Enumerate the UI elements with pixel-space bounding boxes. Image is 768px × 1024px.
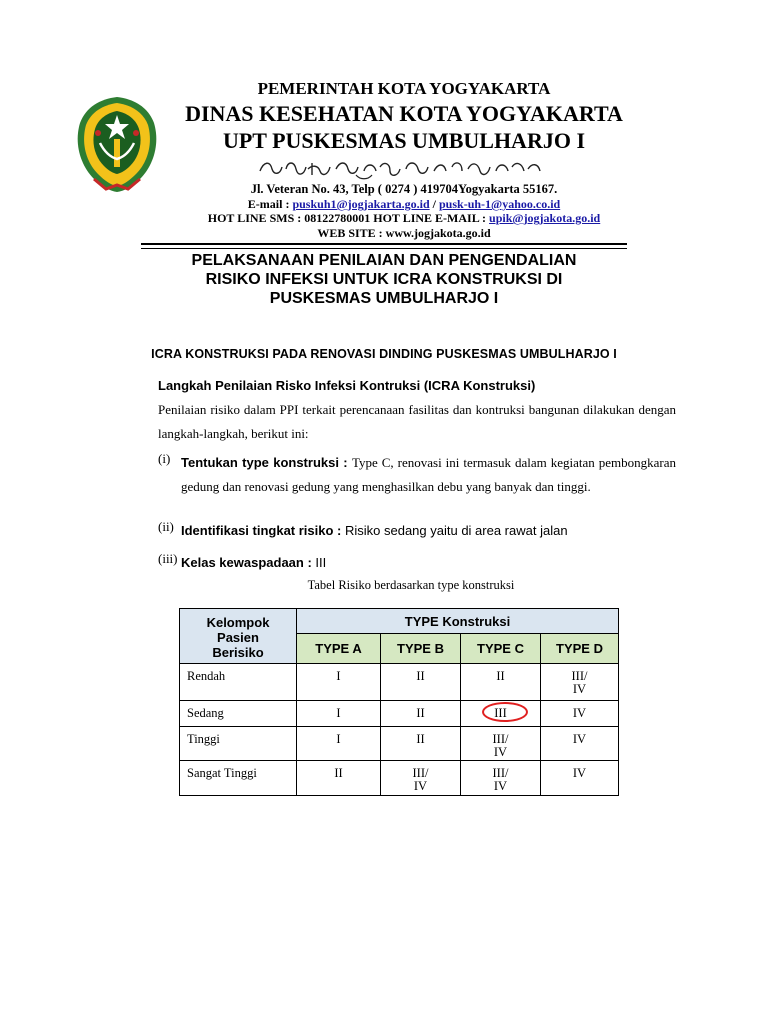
risk-table [179,608,619,796]
table-cell: II [381,701,461,727]
red-circle-mark [482,702,528,722]
letterhead-rule-thin [141,248,627,249]
list-number: (ii) [158,519,174,534]
column-header-type-d: TYPE D [541,634,619,664]
list-value: III [315,555,327,570]
table-row [180,701,619,727]
group-header-line: Kelompok [206,614,270,630]
table-cell: III/ IV [461,761,541,796]
table-cell: III/ IV [461,727,541,761]
table-row [180,761,619,796]
row-label: Sedang [180,701,297,727]
email-link-2[interactable]: pusk-uh-1@yahoo.co.id [439,197,561,211]
table-cell: I [297,727,381,761]
row-label: Rendah [180,664,297,701]
hotline-text: HOT LINE SMS : 08122780001 HOT LINE E-MAIL : [207,211,490,225]
list-label: Kelas kewaspadaan : [181,555,316,570]
agency-name: DINAS KESEHATAN KOTA YOGYAKARTA [185,101,623,126]
list-number: (iii) [158,551,178,566]
unit-name: UPT PUSKESMAS UMBULHARJO I [222,128,586,153]
row-label: Tinggi [180,727,297,761]
title-line-1: PELAKSANAAN PENILAIAN DAN PENGENDALIAN [191,252,577,269]
table-cell: III/ IV [381,761,461,796]
table-cell: I [297,701,381,727]
table-cell: III/ IV [541,664,619,701]
title-line-3: PUSKESMAS UMBULHARJO I [269,290,499,307]
government-name: PEMERINTAH KOTA YOGYAKARTA [257,79,551,98]
hotline-line [20,211,768,226]
table-cell: II [461,664,541,701]
list-value: Type C, renovasi ini termasuk dalam kegiatan pembongkaran gedung dan renovasi gedung yang menghasilkan debu yang banyak dan tinggi. [181,455,676,494]
group-header [180,609,297,664]
type-konstruksi-header: TYPE Konstruksi [297,609,619,634]
table-cell: IV [541,761,619,796]
table-cell: II [381,727,461,761]
document-title [100,251,668,308]
column-header-type-c: TYPE C [461,634,541,664]
list-value: Risiko sedang yaitu di area rawat jalan [344,523,568,538]
group-header-line: Berisiko [212,644,264,660]
section-heading: ICRA KONSTRUKSI PADA RENOVASI DINDING PUSKESMAS UMBULHARJO I [151,347,617,361]
list-label: Identifikasi tingkat risiko : [181,523,345,538]
email-label: E-mail : [247,197,293,211]
table-row [180,727,619,761]
letterhead [0,0,768,250]
group-header-line: Pasien [217,629,259,645]
email-line [20,197,768,212]
website: WEB SITE : www.jogjakota.go.id [317,226,491,240]
table-cell: I [297,664,381,701]
row-label: Sangat Tinggi [180,761,297,796]
title-line-2: RISIKO INFEKSI UNTUK ICRA KONSTRUKSI DI [205,271,563,288]
column-header-type-a: TYPE A [297,634,381,664]
column-header-type-b: TYPE B [381,634,461,664]
table-row [180,664,619,701]
table-cell: II [297,761,381,796]
table-caption: Tabel Risiko berdasarkan type konstruksi [307,578,515,592]
letterhead-rule-thick [141,243,627,245]
intro-paragraph: Penilaian risiko dalam PPI terkait perencanaan fasilitas dan kontruksi bangunan dilakukan dengan langkah-langkah, berikut ini: [158,402,676,441]
email-link-1[interactable]: puskuh1@jogjakarta.go.id [292,197,430,211]
table-cell: II [381,664,461,701]
email-separator: / [429,197,439,211]
list-label: Tentukan type konstruksi : [181,455,352,470]
table-cell-highlighted: III [461,701,541,727]
table-cell: IV [541,727,619,761]
hotline-email-link[interactable]: upik@jogjakota.go.id [489,211,601,225]
subheading: Langkah Penilaian Risko Infeksi Kontruksi (ICRA Konstruksi) [158,378,536,393]
list-number: (i) [158,451,171,466]
table-cell: IV [541,701,619,727]
address: Jl. Veteran No. 43, Telp ( 0274 ) 419704Yogyakarta 55167. [250,182,558,196]
